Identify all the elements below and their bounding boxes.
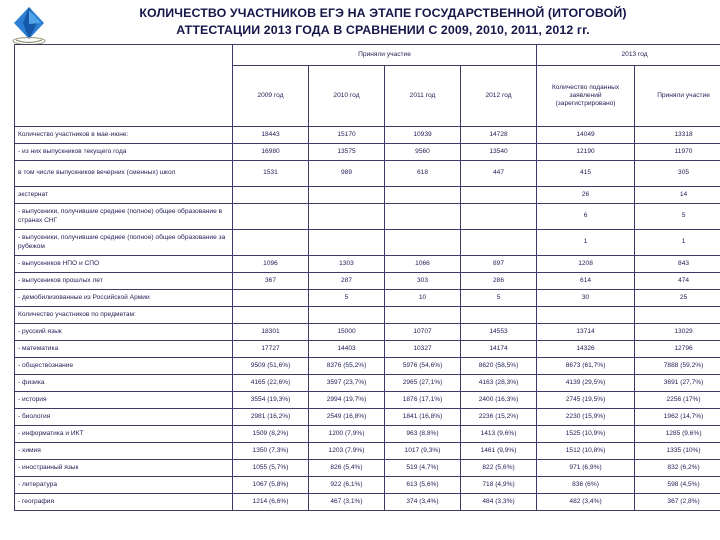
table-cell: 16980: [233, 144, 309, 161]
table-cell: 2236 (15,2%): [461, 409, 537, 426]
table-cell: [233, 187, 309, 204]
row-label: - выпускники, получившие среднее (полное) общее образование за рубежом: [15, 230, 233, 256]
row-label: - иностранный язык: [15, 460, 233, 477]
table-cell: 14: [635, 187, 720, 204]
table-cell: 474: [635, 273, 720, 290]
header-col-2009: 2009 год: [233, 66, 309, 127]
table-cell: 5: [461, 290, 537, 307]
table-cell: 2994 (19,7%): [309, 392, 385, 409]
header-blank-corner: [15, 45, 233, 127]
table-cell: 9560: [385, 144, 461, 161]
table-cell: 1962 (14,7%): [635, 409, 720, 426]
table-cell: 1214 (6,6%): [233, 494, 309, 511]
table-cell: 15000: [309, 324, 385, 341]
table-cell: 989: [309, 161, 385, 187]
table-cell: [233, 307, 309, 324]
table-cell: 8376 (55,2%): [309, 358, 385, 375]
table-cell: 1: [635, 230, 720, 256]
table-cell: [385, 204, 461, 230]
header-col-applications: Количество поданных заявлений (зарегистрировано): [537, 66, 635, 127]
table-cell: 367: [233, 273, 309, 290]
table-cell: 1203 (7,9%): [309, 443, 385, 460]
table-cell: 836 (6%): [537, 477, 635, 494]
table-cell: [461, 307, 537, 324]
table-row: [15, 494, 720, 511]
table-cell: 3597 (23,7%): [309, 375, 385, 392]
table-cell: [461, 187, 537, 204]
table-cell: 1350 (7,3%): [233, 443, 309, 460]
header-group-participated: Приняли участие: [233, 45, 537, 66]
table-row: [15, 204, 720, 230]
table-cell: [233, 230, 309, 256]
table-cell: 613 (5,6%): [385, 477, 461, 494]
table-cell: 1303: [309, 256, 385, 273]
page-title-line-2: АТТЕСТАЦИИ 2013 ГОДА В СРАВНЕНИИ С 2009, 2010, 2011, 2012 гг.: [176, 22, 590, 37]
table-cell: 1461 (9,9%): [461, 443, 537, 460]
header-col-2011: 2011 год: [385, 66, 461, 127]
table-cell: 2400 (16,3%): [461, 392, 537, 409]
table-cell: 2549 (16,8%): [309, 409, 385, 426]
table-row: [15, 324, 720, 341]
table-cell: 303: [385, 273, 461, 290]
row-label: - физика: [15, 375, 233, 392]
table-cell: 13318: [635, 127, 720, 144]
table-cell: [385, 230, 461, 256]
table-cell: 2745 (19,5%): [537, 392, 635, 409]
table-cell: 14403: [309, 341, 385, 358]
row-label: - из них выпускников текущего года: [15, 144, 233, 161]
table-cell: 305: [635, 161, 720, 187]
table-cell: 287: [309, 273, 385, 290]
table-cell: 26: [537, 187, 635, 204]
table-cell: 286: [461, 273, 537, 290]
table-cell: 1: [537, 230, 635, 256]
table-cell: 374 (3,4%): [385, 494, 461, 511]
table-cell: 832 (6,2%): [635, 460, 720, 477]
table-cell: 6: [537, 204, 635, 230]
table-cell: 1017 (9,3%): [385, 443, 461, 460]
table-cell: 10939: [385, 127, 461, 144]
row-label: - география: [15, 494, 233, 511]
table-cell: 14728: [461, 127, 537, 144]
table-cell: 467 (3,1%): [309, 494, 385, 511]
table-cell: 3554 (19,3%): [233, 392, 309, 409]
table-cell: 10327: [385, 341, 461, 358]
table-cell: 17727: [233, 341, 309, 358]
table-cell: 484 (3,3%): [461, 494, 537, 511]
table-cell: 7888 (59,2%): [635, 358, 720, 375]
table-cell: 9509 (51,6%): [233, 358, 309, 375]
header-group-2013: 2013 год: [537, 45, 720, 66]
table-cell: 13714: [537, 324, 635, 341]
row-label: в том числе выпускников вечерних (сменных) школ: [15, 161, 233, 187]
row-label: - демобилизованные из Российской Армии: [15, 290, 233, 307]
table-cell: 614: [537, 273, 635, 290]
table-cell: 367 (2,8%): [635, 494, 720, 511]
page-title: [54, 4, 712, 38]
table-head: [15, 45, 720, 127]
table-cell: [233, 290, 309, 307]
table-cell: 8673 (61,7%): [537, 358, 635, 375]
table-cell: [309, 187, 385, 204]
row-label: Количество участников по предметам:: [15, 307, 233, 324]
table-cell: 11970: [635, 144, 720, 161]
table-cell: 482 (3,4%): [537, 494, 635, 511]
table-group-header-row: [15, 45, 720, 66]
table-cell: 1096: [233, 256, 309, 273]
table-cell: 2256 (17%): [635, 392, 720, 409]
table-cell: 4165 (22,6%): [233, 375, 309, 392]
table-cell: 922 (6,1%): [309, 477, 385, 494]
statistics-table: [14, 44, 720, 511]
table-cell: 897: [461, 256, 537, 273]
table-cell: 447: [461, 161, 537, 187]
table-cell: 13575: [309, 144, 385, 161]
table-row: [15, 290, 720, 307]
table-cell: 13540: [461, 144, 537, 161]
table-cell: [385, 307, 461, 324]
table-cell: 12796: [635, 341, 720, 358]
header-col-participated-2013: Приняли участие: [635, 66, 720, 127]
table-cell: 2981 (16,2%): [233, 409, 309, 426]
table-cell: 2965 (27,1%): [385, 375, 461, 392]
table-cell: 822 (5,6%): [461, 460, 537, 477]
table-cell: 14049: [537, 127, 635, 144]
table-row: [15, 426, 720, 443]
table-row: [15, 187, 720, 204]
table-cell: 1200 (7,9%): [309, 426, 385, 443]
table-cell: 14326: [537, 341, 635, 358]
table-cell: 826 (5,4%): [309, 460, 385, 477]
table-cell: 1335 (10%): [635, 443, 720, 460]
table-cell: [233, 204, 309, 230]
row-label: - математика: [15, 341, 233, 358]
slide-header: [0, 0, 720, 42]
table-cell: 718 (4,9%): [461, 477, 537, 494]
table-row: [15, 392, 720, 409]
table-row: [15, 341, 720, 358]
row-label: - биология: [15, 409, 233, 426]
row-label: - информатика и ИКТ: [15, 426, 233, 443]
table-cell: 519 (4,7%): [385, 460, 461, 477]
table-row: [15, 460, 720, 477]
table-row: [15, 443, 720, 460]
table-row: [15, 358, 720, 375]
table-cell: 12190: [537, 144, 635, 161]
row-label: - выпускников НПО и СПО: [15, 256, 233, 273]
table-cell: 618: [385, 161, 461, 187]
row-label: Количество участников в мае-июне:: [15, 127, 233, 144]
table-cell: [635, 307, 720, 324]
table-row: [15, 273, 720, 290]
row-label: экстернат: [15, 187, 233, 204]
row-label: - русский язык: [15, 324, 233, 341]
table-cell: 18301: [233, 324, 309, 341]
table-row: [15, 477, 720, 494]
table-cell: 18443: [233, 127, 309, 144]
table-cell: 415: [537, 161, 635, 187]
table-cell: 5: [309, 290, 385, 307]
table-cell: [309, 307, 385, 324]
table-cell: 10: [385, 290, 461, 307]
table-cell: 25: [635, 290, 720, 307]
table-row: [15, 144, 720, 161]
table-cell: 1876 (17,1%): [385, 392, 461, 409]
table-cell: 1841 (16,8%): [385, 409, 461, 426]
diamond-logo-icon: [4, 4, 54, 46]
header-col-2012: 2012 год: [461, 66, 537, 127]
row-label: - выпускников прошлых лет: [15, 273, 233, 290]
table-cell: 1208: [537, 256, 635, 273]
table-cell: 30: [537, 290, 635, 307]
table-cell: 15170: [309, 127, 385, 144]
table-cell: [309, 230, 385, 256]
table-cell: 4163 (28,3%): [461, 375, 537, 392]
table-row: [15, 409, 720, 426]
table-cell: [385, 187, 461, 204]
table-cell: 2230 (15,9%): [537, 409, 635, 426]
table-cell: 3691 (27,7%): [635, 375, 720, 392]
table-cell: 10707: [385, 324, 461, 341]
row-label: - выпускники, получившие среднее (полное) общее образование в странах СНГ: [15, 204, 233, 230]
table-cell: [461, 230, 537, 256]
table-row: [15, 230, 720, 256]
row-label: - история: [15, 392, 233, 409]
table-cell: 1413 (9,6%): [461, 426, 537, 443]
table-cell: 843: [635, 256, 720, 273]
page-title-line-1: КОЛИЧЕСТВО УЧАСТНИКОВ ЕГЭ НА ЭТАПЕ ГОСУДАРСТВЕННОЙ (ИТОГОВОЙ): [139, 6, 627, 20]
table-cell: [461, 204, 537, 230]
table-cell: [309, 204, 385, 230]
table-cell: 13029: [635, 324, 720, 341]
table-cell: 14553: [461, 324, 537, 341]
table-row: [15, 256, 720, 273]
header-col-2010: 2010 год: [309, 66, 385, 127]
table-cell: 14174: [461, 341, 537, 358]
table-cell: 1512 (10,8%): [537, 443, 635, 460]
table-row: [15, 307, 720, 324]
table-cell: 1531: [233, 161, 309, 187]
table-body: [15, 127, 720, 511]
table-cell: 1067 (5,8%): [233, 477, 309, 494]
table-cell: 963 (8,8%): [385, 426, 461, 443]
table-row: [15, 127, 720, 144]
table-cell: 8620 (58,5%): [461, 358, 537, 375]
table-cell: 1066: [385, 256, 461, 273]
table-cell: 971 (6,9%): [537, 460, 635, 477]
table-cell: 1525 (10,9%): [537, 426, 635, 443]
table-cell: 1285 (9,6%): [635, 426, 720, 443]
statistics-table-wrapper: [14, 44, 710, 511]
table-cell: 598 (4,5%): [635, 477, 720, 494]
table-cell: 4139 (29,5%): [537, 375, 635, 392]
row-label: - литература: [15, 477, 233, 494]
table-cell: 5: [635, 204, 720, 230]
table-row: [15, 161, 720, 187]
table-cell: 5976 (54,6%): [385, 358, 461, 375]
row-label: - химия: [15, 443, 233, 460]
table-cell: [537, 307, 635, 324]
table-row: [15, 375, 720, 392]
table-cell: 1509 (8,2%): [233, 426, 309, 443]
row-label: - обществознание: [15, 358, 233, 375]
table-cell: 1055 (5,7%): [233, 460, 309, 477]
